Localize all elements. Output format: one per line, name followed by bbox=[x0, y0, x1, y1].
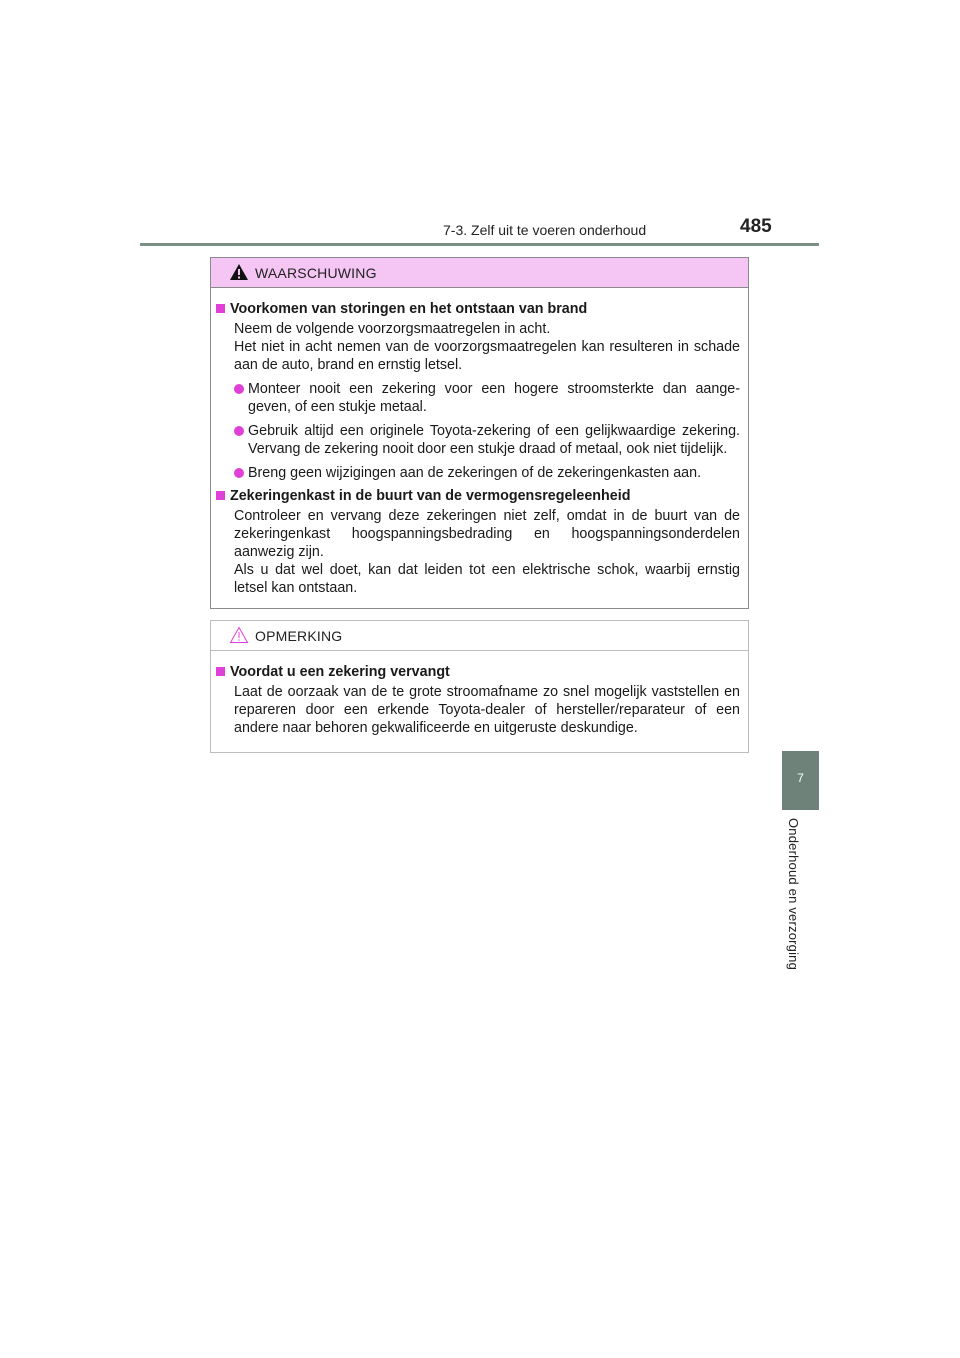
paragraph: Laat de oorzaak van de te grote stroomafname zo snel mogelijk vaststellen en repareren door een erkende Toyota-dealer of hersteller/reparateur of een andere naar behoren gekwalificeerde en uitgeruste deskundige. bbox=[234, 684, 740, 736]
notice-header bbox=[211, 621, 748, 651]
section-heading-text: Voorkomen van storingen en het ontstaan van brand bbox=[230, 301, 588, 317]
notice-title: OPMERKING bbox=[255, 628, 343, 644]
paragraph: Neem de volgende voorzorgsmaatregelen in acht. bbox=[234, 321, 551, 337]
square-bullet-icon bbox=[216, 491, 225, 500]
section-heading bbox=[216, 663, 740, 681]
caution-triangle-icon bbox=[229, 626, 249, 644]
list-item-text: Gebruik altijd een originele Toyota-zekering of een gelijkwaardige zekering. Vervang de zekering nooit door een stukje draad of metaal, ook niet tijdelijk. bbox=[248, 423, 740, 457]
chapter-tab bbox=[782, 751, 819, 810]
section-heading bbox=[216, 300, 740, 318]
chapter-title: Onderhoud en verzorging bbox=[786, 818, 801, 971]
warning-title: WAARSCHUWING bbox=[255, 265, 377, 281]
notice-box bbox=[210, 620, 749, 753]
round-bullet-icon bbox=[234, 426, 244, 436]
section-heading-text: Zekeringenkast in de buurt van de vermogensregeleenheid bbox=[230, 488, 631, 504]
list-item bbox=[234, 422, 740, 458]
section-heading-text: Voordat u een zekering vervangt bbox=[230, 664, 450, 680]
warning-header bbox=[211, 258, 748, 288]
notice-body bbox=[211, 651, 748, 737]
square-bullet-icon bbox=[216, 667, 225, 676]
section-title: 7-3. Zelf uit te voeren onderhoud bbox=[443, 222, 647, 238]
paragraph: Het niet in acht nemen van de voorzorgsmaatregelen kan resulteren in schade aan de auto, brand en ernstig letsel. bbox=[234, 339, 740, 373]
round-bullet-icon bbox=[234, 384, 244, 394]
warning-box bbox=[210, 257, 749, 609]
list-item bbox=[234, 464, 740, 482]
section-heading bbox=[216, 487, 740, 505]
header-divider bbox=[140, 243, 819, 246]
list-item bbox=[234, 380, 740, 416]
paragraph: Controleer en vervang deze zekeringen niet zelf, omdat in de buurt van de zekeringenkast hoogspanningsbedrading en hoogspanningsonderdelen aanwezig zijn. bbox=[234, 508, 740, 560]
round-bullet-icon bbox=[234, 468, 244, 478]
list-item-text: Breng geen wijzigingen aan de zekeringen of de zekeringenkasten aan. bbox=[248, 465, 702, 481]
page-number: 485 bbox=[740, 216, 772, 237]
list-item-text: Monteer nooit een zekering voor een hogere stroomsterkte dan aange- geven, of een stukje metaal. bbox=[248, 381, 740, 415]
warning-triangle-icon bbox=[229, 263, 249, 281]
square-bullet-icon bbox=[216, 304, 225, 313]
paragraph: Als u dat wel doet, kan dat leiden tot een elektrische schok, waarbij ernstig letsel kan ontstaan. bbox=[234, 562, 740, 596]
warning-body bbox=[211, 288, 748, 597]
chapter-number: 7 bbox=[797, 771, 804, 785]
